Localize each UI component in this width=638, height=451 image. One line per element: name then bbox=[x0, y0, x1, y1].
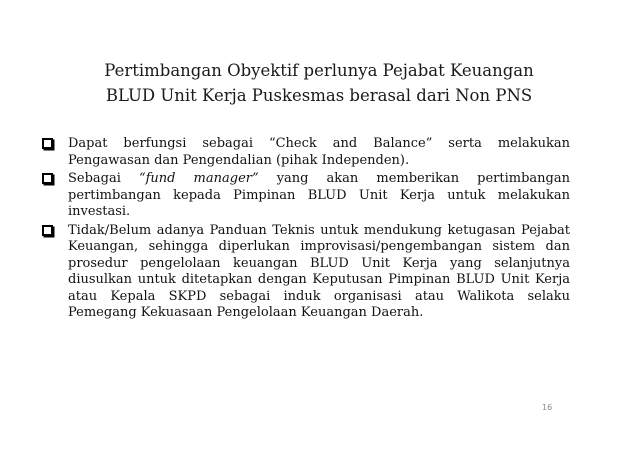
slide-title bbox=[0, 58, 638, 108]
bullet-item-check-and-balance bbox=[40, 136, 570, 169]
bullet-text: Dapat berfungsi sebagai “Check and Balance” serta melakukan Pengawasan dan Pengendalian (pihak Independen). bbox=[68, 136, 570, 168]
bullet-list bbox=[40, 136, 570, 324]
bullet-text-prefix: Sebagai bbox=[68, 171, 139, 186]
page-number: 16 bbox=[542, 403, 553, 412]
checkbox-square-icon bbox=[42, 138, 53, 149]
checkbox-square-icon bbox=[42, 225, 53, 236]
checkbox-square-icon bbox=[42, 173, 53, 184]
bullet-item-fund-manager bbox=[40, 171, 570, 221]
bullet-text-italic: “fund manager” bbox=[138, 171, 259, 186]
bullet-text-suffix: yang akan memberikan pertimbangan pertimbangan kepada Pimpinan BLUD Unit Kerja untuk melakukan investasi. bbox=[68, 171, 570, 219]
bullet-text: Tidak/Belum adanya Panduan Teknis untuk mendukung ketugasan Pejabat Keuangan, sehingga diperlukan improvisasi/pengembangan sistem dan prosedur pengelolaan keuangan BLUD Unit Kerja yang selanjutnya diusulkan untuk ditetapkan dengan Keputusan Pimpinan BLUD Unit Kerja atau Kepala SKPD sebagai induk organisasi atau Walikota selaku Pemegang Kekuasaan Pengelolaan Keuangan Daerah. bbox=[68, 222, 570, 320]
title-line-2: BLUD Unit Kerja Puskesmas berasal dari Non PNS bbox=[105, 86, 533, 105]
bullet-item-panduan-teknis bbox=[40, 223, 570, 322]
title-line-1: Pertimbangan Obyektif perlunya Pejabat Keuangan bbox=[104, 61, 534, 80]
